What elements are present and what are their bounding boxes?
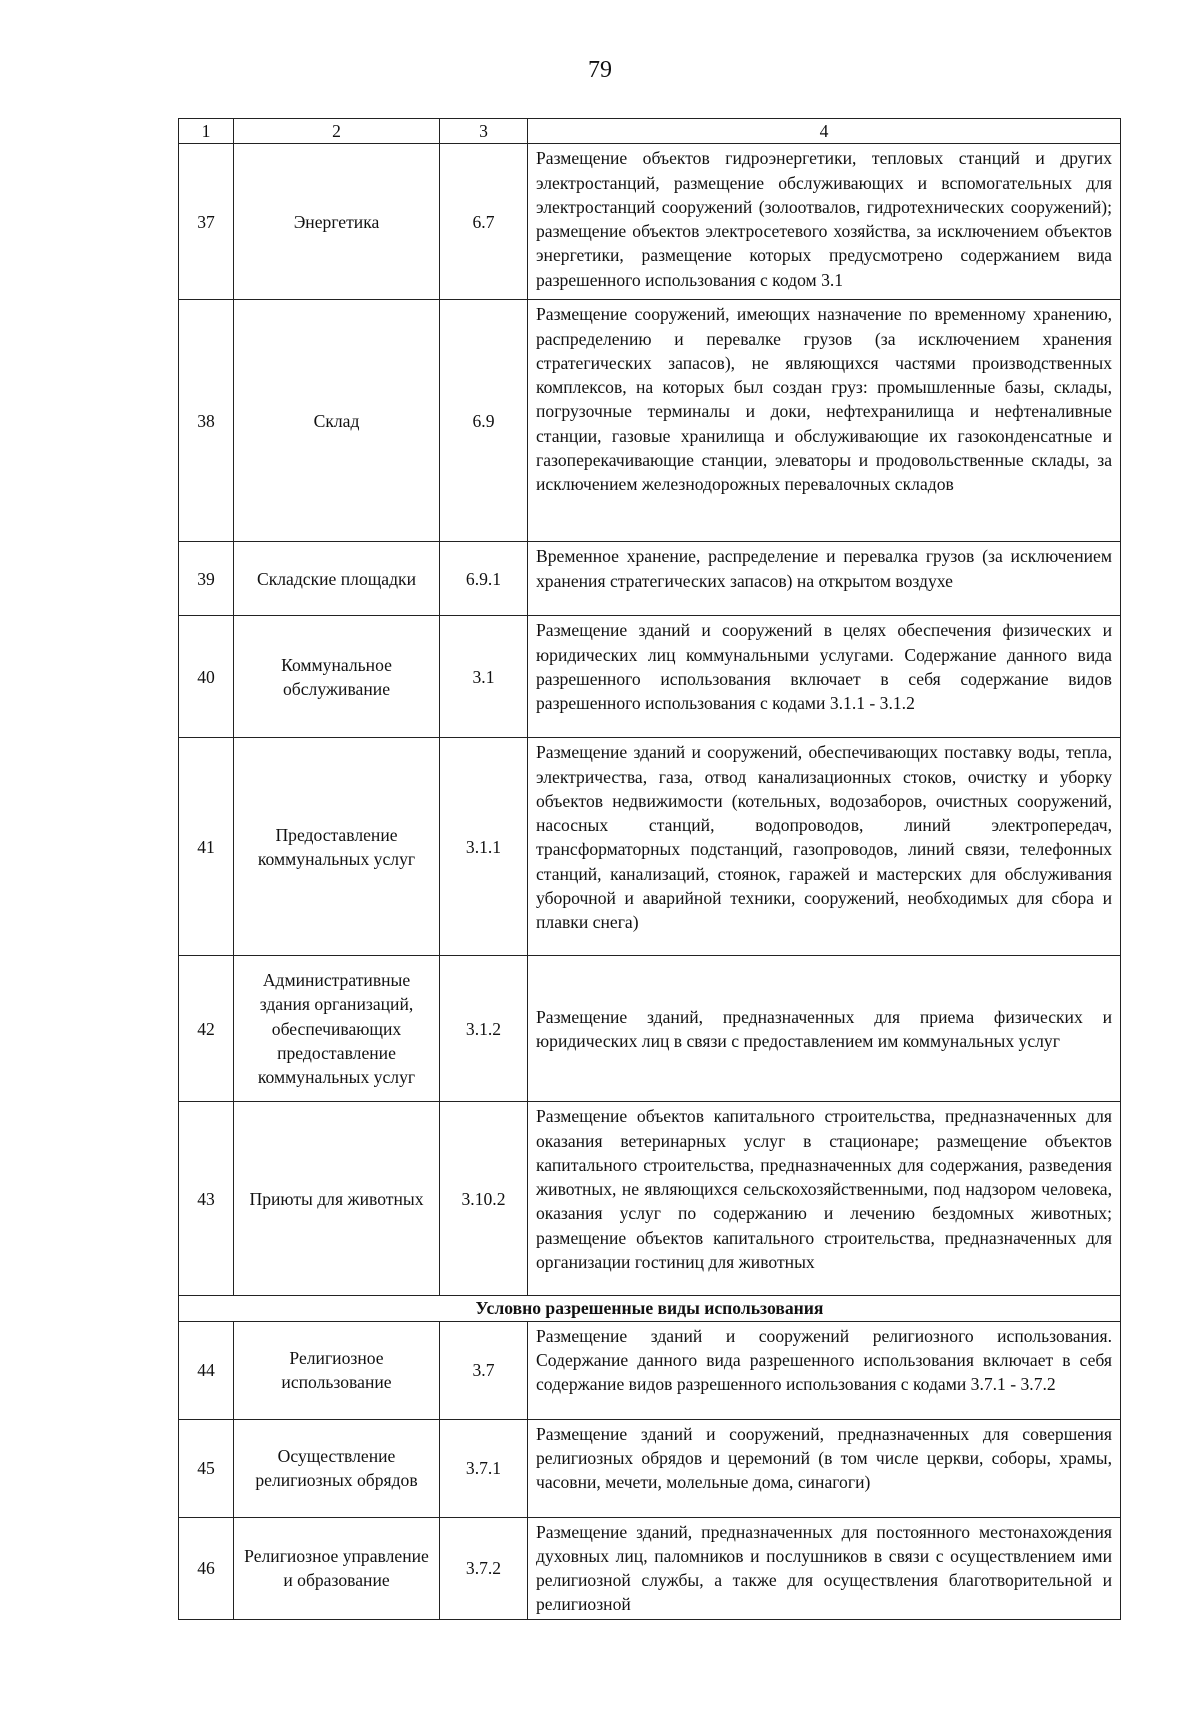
row-number: 37 xyxy=(179,144,234,300)
use-type-description: Размещение зданий и сооружений в целях обеспечения физических и юридических лиц коммунальными услугами. Содержание данного вида разрешенного использования включает в себя содержание видов разрешенного использования с кодами 3.1.1 - 3.1.2 xyxy=(528,616,1121,738)
column-header: 4 xyxy=(528,119,1121,144)
use-type-code: 6.7 xyxy=(440,144,528,300)
use-type-description: Размещение зданий и сооружений, обеспечивающих поставку воды, тепла, электричества, газа, отвод канализационных стоков, очистку и уборку объектов недвижимости (котельных, водозаборов, очистных сооружений, насосных станций, водопроводов, линий электропередач, трансформаторных подстанций, газопроводов, линий связи, телефонных станций, канализаций, стоянок, гаражей и мастерских для обслуживания уборочной и аварийной техники, сооружений, необходимых для сбора и плавки снега) xyxy=(528,738,1121,956)
row-number: 41 xyxy=(179,738,234,956)
row-number: 43 xyxy=(179,1102,234,1296)
use-type-description: Временное хранение, распределение и перевалка грузов (за исключением хранения стратегических запасов) на открытом воздухе xyxy=(528,542,1121,616)
row-number: 45 xyxy=(179,1419,234,1517)
use-type-name: Административные здания организаций, обеспечивающих предоставление коммунальных услуг xyxy=(234,956,440,1102)
use-type-name: Осуществление религиозных обрядов xyxy=(234,1419,440,1517)
column-header: 2 xyxy=(234,119,440,144)
section-header-row xyxy=(179,1296,1121,1321)
row-number: 38 xyxy=(179,300,234,542)
use-type-code: 3.10.2 xyxy=(440,1102,528,1296)
use-type-name: Складские площадки xyxy=(234,542,440,616)
row-number: 42 xyxy=(179,956,234,1102)
section-title: Условно разрешенные виды использования xyxy=(179,1296,1121,1321)
use-type-description: Размещение зданий и сооружений религиозного использования. Содержание данного вида разрешенного использования включает в себя содержание видов разрешенного использования с кодами 3.7.1 - 3.7.2 xyxy=(528,1321,1121,1419)
use-type-name: Религиозное управление и образование xyxy=(234,1517,440,1619)
use-type-name: Склад xyxy=(234,300,440,542)
table-row xyxy=(179,956,1121,1102)
use-type-code: 3.7.1 xyxy=(440,1419,528,1517)
use-type-code: 6.9 xyxy=(440,300,528,542)
column-header: 3 xyxy=(440,119,528,144)
use-type-name: Приюты для животных xyxy=(234,1102,440,1296)
land-use-table xyxy=(178,118,1121,1620)
use-type-code: 3.7.2 xyxy=(440,1517,528,1619)
page-number: 79 xyxy=(588,57,612,83)
table-row xyxy=(179,616,1121,738)
table-row xyxy=(179,1321,1121,1419)
use-type-description: Размещение сооружений, имеющих назначение по временному хранению, распределению и перевалке грузов (за исключением хранения стратегических запасов), не являющихся частями производственных комплексов, на которых был создан груз: промышленные базы, склады, погрузочные терминалы и доки, нефтехранилища и нефтеналивные станции, газовые хранилища и обслуживающие их газоконденсатные и газоперекачивающие станции, элеваторы и продовольственные склады, за исключением железнодорожных перевалочных складов xyxy=(528,300,1121,542)
table-row xyxy=(179,300,1121,542)
use-type-description: Размещение зданий, предназначенных для постоянного местонахождения духовных лиц, паломников и послушников в связи с осуществлением ими религиозной службы, а также для осуществления благотворительной и религиозной xyxy=(528,1517,1121,1619)
use-type-name: Энергетика xyxy=(234,144,440,300)
table-row xyxy=(179,1419,1121,1517)
row-number: 46 xyxy=(179,1517,234,1619)
table-row xyxy=(179,1517,1121,1619)
column-header: 1 xyxy=(179,119,234,144)
row-number: 39 xyxy=(179,542,234,616)
use-type-code: 3.1.1 xyxy=(440,738,528,956)
use-type-description: Размещение объектов гидроэнергетики, тепловых станций и других электростанций, размещение обслуживающих и вспомогательных для электростанций сооружений (золоотвалов, гидротехнических сооружений); размещение объектов электросетевого хозяйства, за исключением объектов энергетики, размещение которых предусмотрено содержанием вида разрешенного использования с кодом 3.1 xyxy=(528,144,1121,300)
table-header-row xyxy=(179,119,1121,144)
use-type-description: Размещение зданий, предназначенных для приема физических и юридических лиц в связи с предоставлением им коммунальных услуг xyxy=(528,956,1121,1102)
table-row xyxy=(179,542,1121,616)
row-number: 44 xyxy=(179,1321,234,1419)
use-type-code: 6.9.1 xyxy=(440,542,528,616)
table-row xyxy=(179,738,1121,956)
use-type-name: Предоставление коммунальных услуг xyxy=(234,738,440,956)
row-number: 40 xyxy=(179,616,234,738)
use-type-code: 3.7 xyxy=(440,1321,528,1419)
table-row xyxy=(179,144,1121,300)
table-row xyxy=(179,1102,1121,1296)
use-type-code: 3.1 xyxy=(440,616,528,738)
use-type-name: Коммунальное обслуживание xyxy=(234,616,440,738)
use-type-name: Религиозное использование xyxy=(234,1321,440,1419)
use-type-code: 3.1.2 xyxy=(440,956,528,1102)
use-type-description: Размещение зданий и сооружений, предназначенных для совершения религиозных обрядов и церемоний (в том числе церкви, соборы, храмы, часовни, мечети, молельные дома, синагоги) xyxy=(528,1419,1121,1517)
use-type-description: Размещение объектов капитального строительства, предназначенных для оказания ветеринарных услуг в стационаре; размещение объектов капитального строительства, предназначенных для содержания, разведения животных, не являющихся сельскохозяйственными, под надзором человека, оказания услуг по содержанию и лечению бездомных животных; размещение объектов капитального строительства, предназначенных для организации гостиниц для животных xyxy=(528,1102,1121,1296)
